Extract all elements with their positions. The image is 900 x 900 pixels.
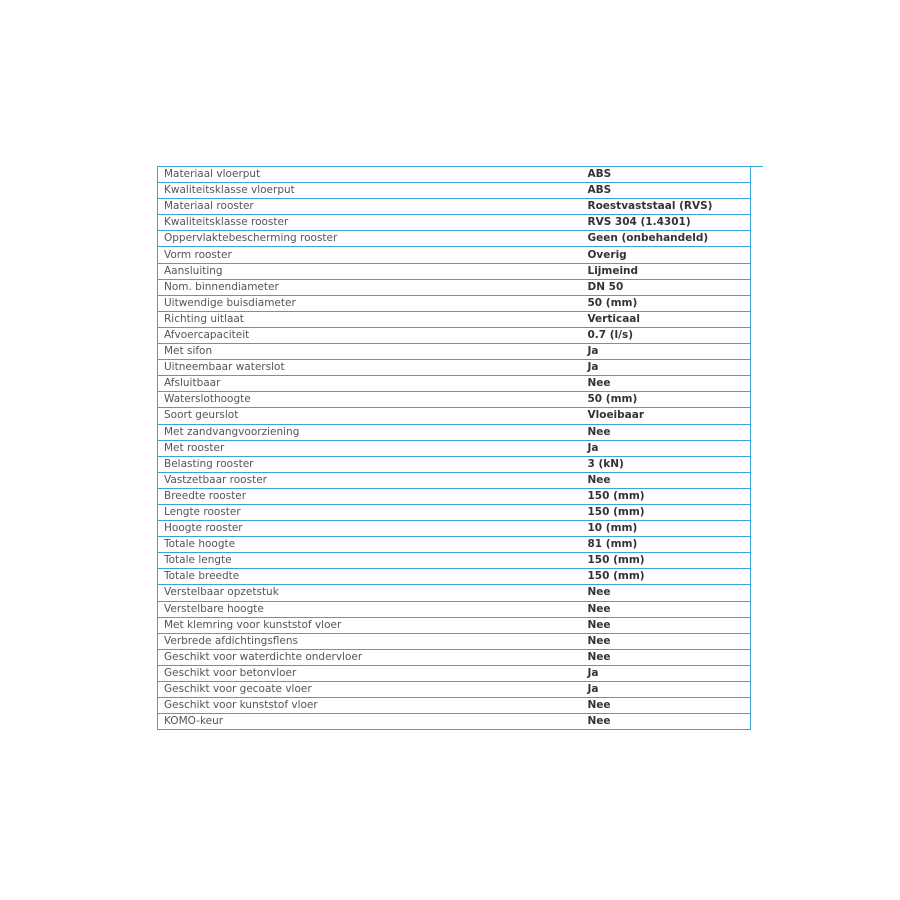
spec-label: Geschikt voor kunststof vloer: [158, 698, 582, 714]
spec-label: Waterslothoogte: [158, 392, 582, 408]
table-row: [158, 714, 751, 730]
spec-label: Soort geurslot: [158, 408, 582, 424]
table-row: [158, 488, 751, 504]
spec-value: Lijmeind: [582, 263, 751, 279]
spec-label: Totale lengte: [158, 553, 582, 569]
spec-label: Oppervlaktebescherming rooster: [158, 231, 582, 247]
table-row: [158, 585, 751, 601]
spec-label: Vorm rooster: [158, 247, 582, 263]
spec-value: 50 (mm): [582, 295, 751, 311]
spec-value: 10 (mm): [582, 521, 751, 537]
spec-value: Geen (onbehandeld): [582, 231, 751, 247]
spec-label: Vastzetbaar rooster: [158, 472, 582, 488]
table-row: [158, 633, 751, 649]
table-row: [158, 698, 751, 714]
spec-value: Verticaal: [582, 311, 751, 327]
spec-value: Ja: [582, 682, 751, 698]
spec-label: Afvoercapaciteit: [158, 327, 582, 343]
table-row: [158, 360, 751, 376]
spec-label: Richting uitlaat: [158, 311, 582, 327]
table-row: [158, 327, 751, 343]
table-row: [158, 247, 751, 263]
spec-label: Met rooster: [158, 440, 582, 456]
spec-value: 150 (mm): [582, 504, 751, 520]
table-row: [158, 376, 751, 392]
spec-label: Verstelbaar opzetstuk: [158, 585, 582, 601]
table-row: [158, 408, 751, 424]
spec-value: ABS: [582, 183, 751, 199]
specifications-table: [157, 166, 751, 730]
spec-label: Materiaal vloerput: [158, 167, 582, 183]
spec-label: Totale hoogte: [158, 537, 582, 553]
specifications-table-body: [158, 167, 751, 730]
table-row: [158, 183, 751, 199]
spec-value: Ja: [582, 440, 751, 456]
spec-label: Kwaliteitsklasse rooster: [158, 215, 582, 231]
spec-value: Nee: [582, 633, 751, 649]
table-row: [158, 456, 751, 472]
spec-label: Verstelbare hoogte: [158, 601, 582, 617]
spec-value: 150 (mm): [582, 553, 751, 569]
table-row: [158, 311, 751, 327]
spec-label: Geschikt voor waterdichte ondervloer: [158, 649, 582, 665]
spec-value: 3 (kN): [582, 456, 751, 472]
spec-value: 150 (mm): [582, 488, 751, 504]
table-row: [158, 553, 751, 569]
spec-label: Nom. binnendiameter: [158, 279, 582, 295]
table-row: [158, 682, 751, 698]
spec-label: Kwaliteitsklasse vloerput: [158, 183, 582, 199]
table-row: [158, 537, 751, 553]
spec-label: Met klemring voor kunststof vloer: [158, 617, 582, 633]
spec-value: Nee: [582, 617, 751, 633]
table-row: [158, 569, 751, 585]
table-row: [158, 440, 751, 456]
spec-value: Overig: [582, 247, 751, 263]
table-row: [158, 649, 751, 665]
spec-value: DN 50: [582, 279, 751, 295]
spec-value: Nee: [582, 601, 751, 617]
spec-label: Totale breedte: [158, 569, 582, 585]
table-row: [158, 231, 751, 247]
spec-value: Roestvaststaal (RVS): [582, 199, 751, 215]
spec-label: Geschikt voor betonvloer: [158, 665, 582, 681]
spec-label: KOMO-keur: [158, 714, 582, 730]
spec-label: Uitneembaar waterslot: [158, 360, 582, 376]
table-row: [158, 472, 751, 488]
spec-value: 50 (mm): [582, 392, 751, 408]
spec-label: Met zandvangvoorziening: [158, 424, 582, 440]
spec-value: Vloeibaar: [582, 408, 751, 424]
table-row: [158, 424, 751, 440]
spec-label: Belasting rooster: [158, 456, 582, 472]
spec-label: Met sifon: [158, 344, 582, 360]
spec-value: Ja: [582, 360, 751, 376]
table-row: [158, 504, 751, 520]
spec-value: Nee: [582, 698, 751, 714]
spec-value: Ja: [582, 665, 751, 681]
spec-value: RVS 304 (1.4301): [582, 215, 751, 231]
table-row: [158, 279, 751, 295]
spec-value: Nee: [582, 649, 751, 665]
spec-value: 81 (mm): [582, 537, 751, 553]
table-row: [158, 392, 751, 408]
spec-value: Ja: [582, 344, 751, 360]
spec-label: Aansluiting: [158, 263, 582, 279]
table-row: [158, 167, 751, 183]
table-row: [158, 617, 751, 633]
table-row: [158, 295, 751, 311]
table-row: [158, 199, 751, 215]
table-row: [158, 263, 751, 279]
spec-value: Nee: [582, 472, 751, 488]
spec-label: Lengte rooster: [158, 504, 582, 520]
spec-value: Nee: [582, 585, 751, 601]
spec-label: Materiaal rooster: [158, 199, 582, 215]
spec-value: 0.7 (l/s): [582, 327, 751, 343]
spec-value: ABS: [582, 167, 751, 183]
table-row: [158, 215, 751, 231]
spec-value: Nee: [582, 376, 751, 392]
spec-label: Afsluitbaar: [158, 376, 582, 392]
spec-label: Geschikt voor gecoate vloer: [158, 682, 582, 698]
spec-label: Verbrede afdichtingsflens: [158, 633, 582, 649]
spec-value: Nee: [582, 424, 751, 440]
table-row: [158, 665, 751, 681]
spec-label: Breedte rooster: [158, 488, 582, 504]
table-row: [158, 521, 751, 537]
spec-label: Hoogte rooster: [158, 521, 582, 537]
spec-value: Nee: [582, 714, 751, 730]
spec-value: 150 (mm): [582, 569, 751, 585]
table-row: [158, 344, 751, 360]
spec-label: Uitwendige buisdiameter: [158, 295, 582, 311]
table-row: [158, 601, 751, 617]
table-top-border-extension: [750, 166, 763, 167]
